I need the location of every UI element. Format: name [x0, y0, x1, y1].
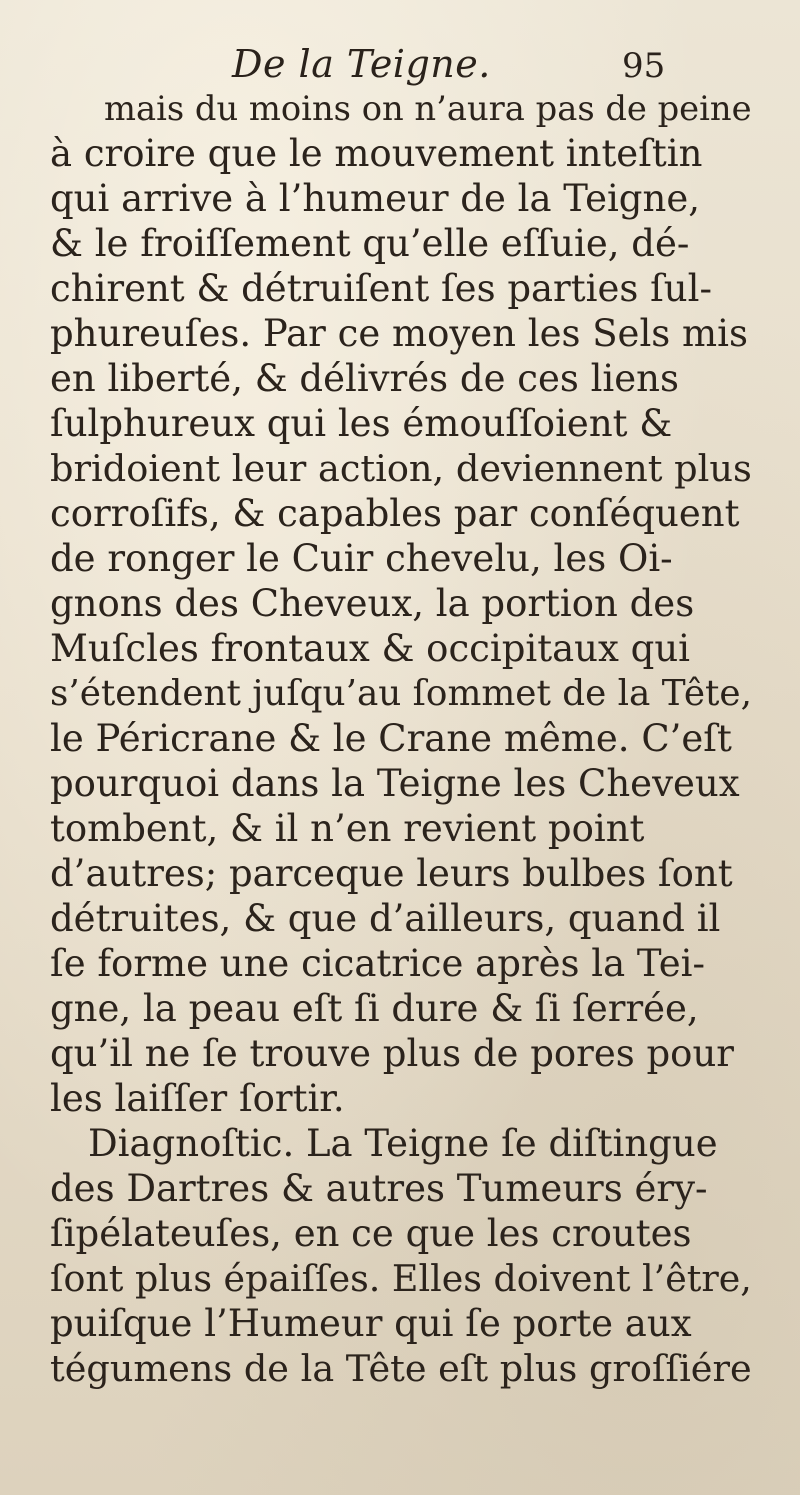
page-number: 95: [622, 46, 666, 86]
text-line: Diagnoſtic. La Teigne ſe diſtingue: [88, 1122, 718, 1165]
text-line: ſulphureux qui les émouſſoient &: [50, 402, 673, 445]
text-line: à croire que le mouvement inteſtin: [50, 132, 703, 175]
text-line: ſont plus épaiſſes. Elles doivent l’être,: [50, 1257, 752, 1300]
text-line: d’autres; parceque leurs bulbes ſont: [50, 852, 733, 895]
text-line: tégumens de la Tête eſt plus groſſiére: [50, 1347, 752, 1390]
text-line: le Péricrane & le Crane même. C’eſt: [50, 717, 732, 760]
text-line: phureuſes. Par ce moyen les Sels mis: [50, 312, 748, 355]
text-line: puiſque l’Humeur qui ſe porte aux: [50, 1302, 692, 1345]
text-line: s’étendent juſqu’au ſommet de la Tête,: [50, 673, 752, 714]
text-line: tombent, & il n’en revient point: [50, 807, 645, 850]
text-line: mais du moins on n’aura pas de peine: [104, 89, 752, 128]
text-line: bridoient leur action, deviennent plus: [50, 447, 752, 490]
text-line: des Dartres & autres Tumeurs éry-: [50, 1167, 708, 1210]
text-line: chirent & détruiſent ſes parties ſul-: [50, 267, 712, 310]
text-line: qu’il ne ſe trouve plus de pores pour: [50, 1032, 734, 1075]
text-line: détruites, & que d’ailleurs, quand il: [50, 897, 721, 940]
text-line: ſe forme une cicatrice après la Tei-: [50, 942, 705, 985]
running-title: De la Teigne.: [232, 42, 491, 86]
text-line: qui arrive à l’humeur de la Teigne,: [50, 177, 700, 220]
text-line: pourquoi dans la Teigne les Cheveux: [50, 762, 740, 805]
text-line: de ronger le Cuir chevelu, les Oi-: [50, 537, 673, 580]
text-line: en liberté, & délivrés de ces liens: [50, 357, 679, 400]
text-line: Muſcles frontaux & occipitaux qui: [50, 627, 690, 670]
text-line: corroſifs, & capables par conſéquent: [50, 492, 740, 535]
text-line: les laiſſer ſortir.: [50, 1077, 345, 1120]
text-line: gne, la peau eſt ſi dure & ſi ſerrée,: [50, 987, 699, 1030]
text-line: & le froiſſement qu’elle eſſuie, dé-: [50, 222, 690, 265]
text-line: gnons des Cheveux, la portion des: [50, 582, 695, 625]
text-line: ſipélateuſes, en ce que les croutes: [50, 1212, 692, 1255]
